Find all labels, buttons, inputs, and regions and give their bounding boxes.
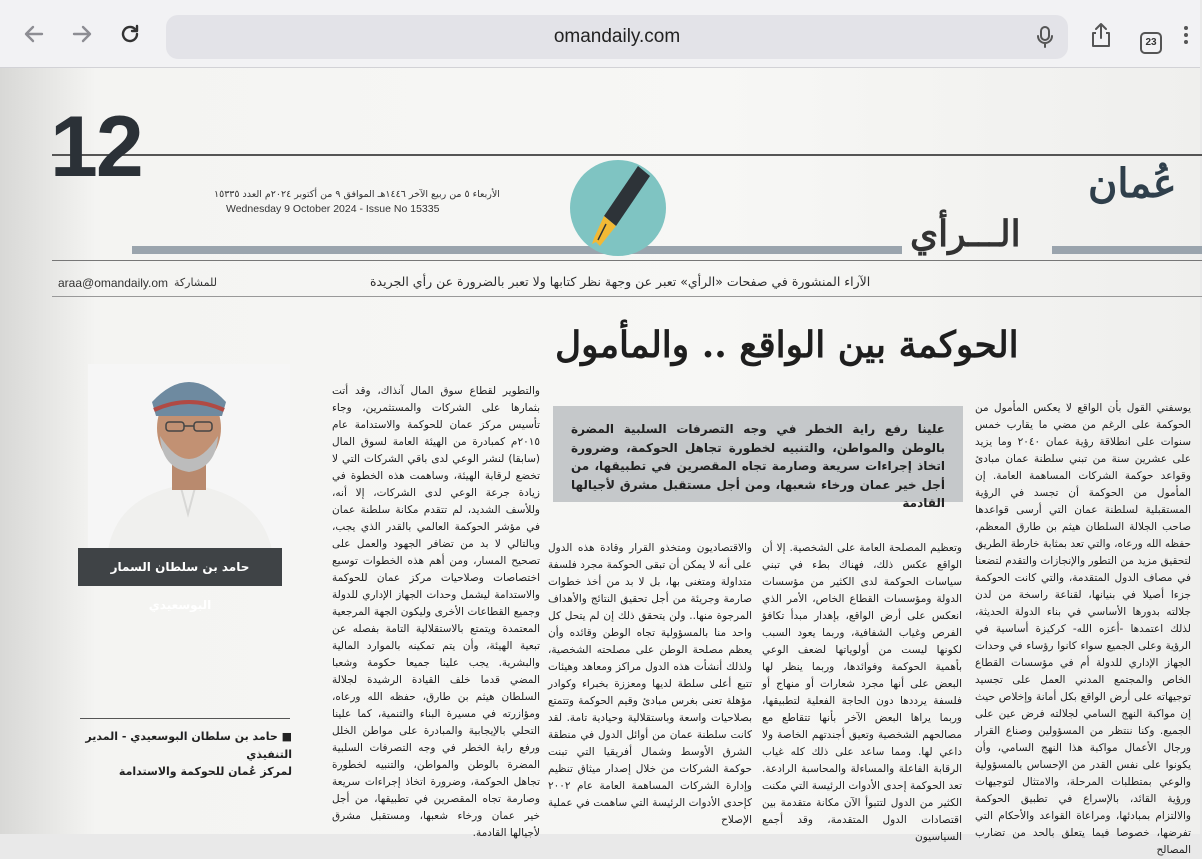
- browser-toolbar: [0, 0, 1200, 68]
- section-title: الـــرأي: [910, 213, 1021, 255]
- contribute-label: للمشاركة: [174, 276, 217, 289]
- header-bottom-rule: [52, 260, 1202, 261]
- contact-email[interactable]: araa@omandaily.om: [58, 276, 169, 290]
- opinion-disclaimer: الآراء المنشورة في صفحات «الرأي» تعبر عن وجهة نظر كتابها ولا تعبر بالضرورة عن رأي الجريدة: [370, 274, 871, 289]
- byline-name: ■ حامد بن سلطان البوسعيدي - المدير التنفيذي: [85, 730, 292, 761]
- header-top-rule: [52, 154, 1202, 156]
- author-caption: حامد بن سلطان السمار البوسعيدي: [78, 548, 282, 586]
- issue-date-arabic: الأربعاء ٥ من ربيع الآخر ١٤٤٦هـ الموافق ٩ من أكتوبر ٢٠٢٤م العدد ١٥٣٣٥: [214, 189, 500, 200]
- issue-date-english: Wednesday 9 October 2024 - Issue No 15335: [226, 203, 440, 215]
- header-bar-right: [1052, 246, 1202, 254]
- tabs-icon[interactable]: 23: [1140, 32, 1162, 54]
- pull-quote: علينا رفع راية الخطر في وجه التصرفات السلبية المضرة بالوطن والمواطن، والتنبيه لخطورة تجاهل الحوكمة، وضرورة اتخاذ إجراءات سريعة وصارمة تجاه المقصرين في تطبيقها، من أجل خير عمان ورخاء شعبها، ومن أجل مستقبل مشرق لأجيالها القادمة: [553, 406, 963, 502]
- article-headline: الحوكمة بين الواقع .. والمأمول: [555, 324, 1019, 366]
- forward-arrow-icon[interactable]: [66, 18, 98, 50]
- microphone-icon[interactable]: [1034, 25, 1056, 49]
- page-number: 12: [50, 99, 142, 195]
- masthead-logo: عُمان: [1088, 160, 1177, 207]
- article-column-3: والاقتصاديون ومتخذو القرار وقادة هذه الدول على أنه لا يمكن أن تبقى الحوكمة مجرد فلسفة متداولة ومتغنى بها، بل لا بد من أخذ خطوات صارمة وجريئة من أجل تحقيق النتائج والأهداف المرجوة منها.. ولن يتحقق ذلك إن لم يتحل كل واحد منا بالمسؤولية تجاه الوطن وقائده وأن يعظم مصلحة الوطن على مصلحته الشخصية، ولذلك أنشأت هذه الدول مراكز ومعاهد وهيئات تتبع أعلى سلطة لديها ومعززة بخبراء وكوادر مؤهلة تعنى بغرس مبادئ وقيم الحوكمة وتتمتع بصلاحيات واسعة وباستقلالية وحيادية تامة. لقد كانت سلطنة عمان من أوائل الدول في منطقة الشرق الأوسط وشمال أفريقيا التي تبنت حوكمة الشركات من خلال إصدار ميثاق تنظيم وإدارة الشركات المساهمة العامة عام ٢٠٠٢ كإحدى الأدوات الرئيسة التي ساهمت في عملية الإصلاح: [548, 542, 752, 826]
- byline-organization: لمركز عُمان للحوكمة والاستدامة: [118, 765, 292, 779]
- back-arrow-icon[interactable]: [18, 18, 50, 50]
- reload-icon[interactable]: [114, 18, 146, 50]
- url-text: omandaily.com: [553, 26, 681, 47]
- menu-icon[interactable]: [1180, 22, 1192, 48]
- header-bar-left: [132, 246, 902, 254]
- fountain-pen-icon: [570, 160, 666, 256]
- address-bar[interactable]: [166, 15, 1068, 59]
- author-photo: [88, 364, 290, 550]
- article-column-4: والتطوير لقطاع سوق المال آنذاك، وقد أتت بثمارها على الشركات والمستثمرين، وجاء تأسيس مركز عمان للحوكمة والاستدامة عام ٢٠١٥م كمبادرة من الهيئة العامة لسوق المال (سابقا) لنشر الوعي لدى باقي الشركات التي لا تخضع لرقابة الهيئة، وساهمت هذه الخطوة في زيادة جرعة الوعي لدى الشركات، إلا أنه، وللأسف الشديد، لم تتقدم مكانة سلطنة عمان في مؤشر الحوكمة العالمي بالقدر الذي يجب، وبالتالي لا بد من تضافر الجهود والعمل على تصحيح المسار، ومن أهم هذه الخطوات توسيع اختصاصات وصلاحيات مركز عمان للحوكمة والاستدامة ليشمل وحدات الجهاز الإداري للدولة وجميع القطاعات الأخرى وليكون الجهة المرجعية المعتمدة ويتمتع بالاستقلالية التامة بفصله عن تبعية الهيئة، وأن يتم تمكينه بالموارد المالية والبشرية. يجب علينا جميعا حكومة وشعبا المضي قدما خلف القيادة الرشيدة لجلالة السلطان هيثم بن طارق، حفظه الله ورعاه، ومؤازرته في مسيرة البناء والتنمية، كما علينا التحلي بالإيجابية والمبادرة على مواطن الخلل ورفع راية الخطر في وجه التصرفات السلبية المضرة بالوطن والمواطن، والتنبيه لخطورة تجاهل الحوكمة، وضرورة اتخاذ إجراءات سريعة وصارمة تجاه المقصرين في تطبيقها، من أجل خير عمان ورخاء شعبها، ومستقبل مشرق لأجيالها القادمة.: [332, 385, 540, 839]
- disclaimer-rule: [52, 296, 1202, 297]
- byline-divider: [80, 718, 290, 719]
- article-column-1: يوسفني القول بأن الواقع لا يعكس المأمول من الحوكمة على الرغم من مضي ما يقارب خمس سنوات على انطلاقة رؤية عمان ٢٠٤٠ وما يزيد على عشرين سنة من تبني سلطنة عمان مبادئ وقواعد حوكمة الشركات المساهمة العامة. إن المأمول من الحوكمة أن تجسد في الرؤية المستقبلية لسلطنة عمان التي أرسى قواعدها صاحب الجلالة السلطان هيثم بن طارق المعظم، حفظه الله ورعاه، والتي تعد بمثابة خارطة الطريق لتحقيق مزيد من التطور والإنجازات والتقدم لتضعنا في مصاف الدول المتقدمة، والتي كانت الحوكمة جزءا أصيلا في بنيانها، لقناعة راسخة من لدن جلالته بدورها الأساسي في بناء الدولة الحديثة، لذلك اعتمدها -أعزه الله- كركيزة أساسية في الرؤية وعلى الجميع سواء كانوا رؤساء في وحدات الجهاز الإداري للدولة أم في مؤسسات القطاع الخاص والمجتمع المدني العمل على تجسيد توجيهاته على أرض الواقع بكل أمانة وإخلاص حيث إن مواكبة النهج السامي لجلالته فرض عين على الجميع. وكنا ننتظر من المسؤولين وصناع القرار ورجال الأعمال مواكبة هذا النهج السامي، وأن يكونوا على نفس القدر من الإحساس بالمسؤولية والوعي بمتطلبات المرحلة، والامتثال لتوجيهات ورؤية القائد، بالإسراع في تطبيق الحوكمة والالتزام بمبادئها، ومراعاة القواعد والأحكام التي تفرضها، خصوصا فيما يتعلق بالحد من تضارب المصالح: [975, 402, 1191, 856]
- author-byline: [60, 728, 292, 781]
- article-column-2: وتعظيم المصلحة العامة على الشخصية. إلا أن الواقع عكس ذلك، فهناك بطء في تبني سياسات الحوكمة لدى الكثير من مؤسسات الدولة ومؤسسات القطاع الخاص، الأمر الذي انعكس على أرض الواقع، بإهدار مبدأ تكافؤ الفرص وغياب الشفافية، وربما يعود السبب لكونها ليست من أولوياتها لضعف الوعي بأهمية الحوكمة وفوائدها، وربما ينظر لها البعض على أنها مجرد شعارات أو منهاج أو فلسفة يرددها دون الحاجة الفعلية لتطبيقها، وربما يراها البعض الآخر بأنها تتقاطع مع مصالحهم الشخصية وتعيق أجندتهم الخاصة ولا داعي لها. ومما ساعد على ذلك كله غياب الرقابة الفاعلة والمساءلة والمحاسبة الرادعة. تعد الحوكمة إحدى الأدوات الرئيسة التي مكنت الكثير من الدول لتتبوأ الآن مكانة متقدمة بين اقتصادات الدول المتقدمة، وقد أجمع السياسيون: [762, 542, 962, 843]
- share-icon[interactable]: [1090, 22, 1112, 48]
